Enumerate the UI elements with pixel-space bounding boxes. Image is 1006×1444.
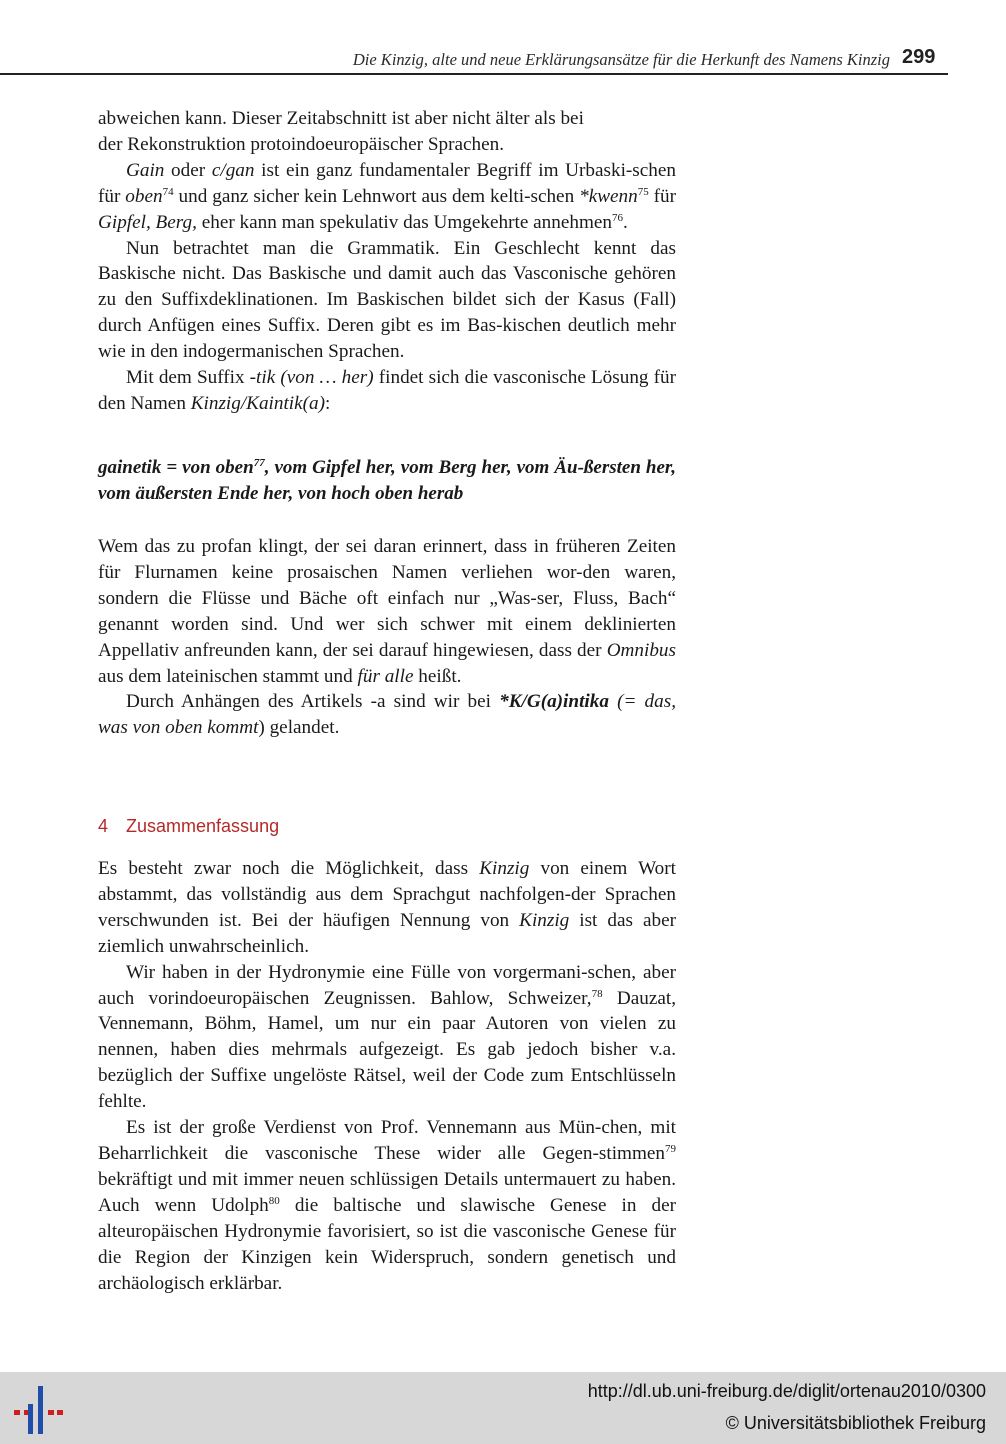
gainetik-formula: gainetik = von oben$^{77}$, vom Gipfel her, vom Berg her, vom Äu-ßersten her, vom äußersten Ende her, von hoch oben herab (98, 457, 677, 504)
section-heading (98, 816, 279, 837)
page-number: 299 (902, 46, 936, 68)
body-text-summary (98, 856, 676, 1296)
section-number: 4 (98, 816, 109, 836)
summary-paragraph-1: Es besteht zwar noch die Möglichkeit, dass Kinzig von einem Wort abstammt, das vollständig aus dem Sprachgut nachfolgen-der Sprachen verschwunden ist. Bei der häufigen Nennung von Kinzig ist das aber ziemlich unwahrscheinlich. (98, 858, 676, 957)
footnote-ref-80: 80 (268, 1194, 280, 1207)
summary-paragraph-2: Wir haben in der Hydronymie eine Fülle von vorgermani-schen, aber auch vorindoeuropäischen Zeugnissen. Bahlow, Schweizer,$^{78}$ Dauzat, Vennemann, Böhm, Hamel, um nur ein paar Autoren von vielen zu nennen, haben dies mehrmals aufgezeigt. Es gab jedoch bisher v.a. bezüglich der Suffixe ungelöste Rätsel, weil der Code zum Entschlüsseln fehlte. (98, 961, 676, 1113)
footnote-ref-74: 74 (162, 185, 174, 198)
paragraph-gain: Gain oder c/gan ist ein ganz fundamentaler Begriff im Urbaski-schen für oben$^{74}$ und ganz sicher kein Lehnwort aus dem kelti-schen *kwenn$^{75}$ für Gipfel, Berg, eher kann man spekulativ das Umgekehrte annehmen$^{76}$. (98, 159, 677, 233)
body-text-middle (98, 534, 676, 741)
section-title: Zusammenfassung (126, 816, 280, 836)
running-head: Die Kinzig, alte und neue Erklärungsansätze für die Herkunft des Namens Kinzig (352, 50, 890, 69)
ub-freiburg-logo-icon (14, 1384, 64, 1436)
footnote-ref-75: 75 (637, 185, 649, 198)
paragraph-continuation: abweichen kann. Dieser Zeitabschnitt ist aber nicht älter als bei der Rekonstruktion protoindoeuropäischer Sprachen. (98, 108, 584, 155)
header-rule (0, 73, 948, 75)
footnote-ref-78: 78 (591, 987, 603, 1000)
footnote-ref-79: 79 (665, 1143, 676, 1156)
footer-copyright: © Universitätsbibliothek Freiburg (725, 1413, 986, 1433)
page-header (0, 0, 1006, 76)
footer-url-link[interactable]: http://dl.ub.uni-freiburg.de/diglit/ortenau2010/0300 (587, 1381, 986, 1401)
body-text-upper (98, 106, 676, 417)
paragraph-grammar: Nun betrachtet man die Grammatik. Ein Geschlecht kennt das Baskische nicht. Das Baskische und damit auch das Vasconische gehören zu den Suffixdeklinationen. Im Baskischen bildet sich der Kasus (Fall) durch Anfügen eines Suffix. Deren gibt es im Bas-kischen deutlich mehr wie in den indogermanischen Sprachen. (98, 237, 676, 363)
summary-paragraph-3: Es ist der große Verdienst von Prof. Vennemann aus Mün-chen, mit Beharrlichkeit die vasconische These wider alle Gegen-stimmen$^{79}$ bekräftigt und mit immer neuen schlüssigen Details untermauert zu haben. Auch wenn Udolph$^{80}$ die baltische und slawische Genese in der alteuropäischen Hydronymie favorisiert, so ist die vasconische Genese für die Region der Kinzigen kein Widerspruch, sondern genetisch und archäologisch erklärbar. (98, 1117, 677, 1294)
formula-block (98, 455, 676, 507)
footnote-ref-77: 77 (253, 457, 265, 470)
paragraph-artikel: Durch Anhängen des Artikels -a sind wir bei *K/G(a)intika (= das, was von oben kommt) gelandet. (98, 691, 676, 739)
paragraph-profan: Wem das zu profan klingt, der sei daran erinnert, dass in früheren Zeiten für Flurnamen keine prosaischen Namen verliehen wor-den waren, sondern die Flüsse und Bäche oft einfach nur „Was-ser, Fluss, Bach“ genannt worden sind. Und wer sich schwer mit einem deklinierten Appellativ anfreunden kann, der sei darauf hingewiesen, dass der Omnibus aus dem lateinischen stammt und für alle heißt. (98, 536, 676, 687)
paragraph-suffix: Mit dem Suffix -tik (von … her) findet sich die vasconische Lösung für den Namen Kinzig/Kaintik(a): (98, 367, 676, 414)
footnote-ref-76: 76 (612, 211, 623, 224)
